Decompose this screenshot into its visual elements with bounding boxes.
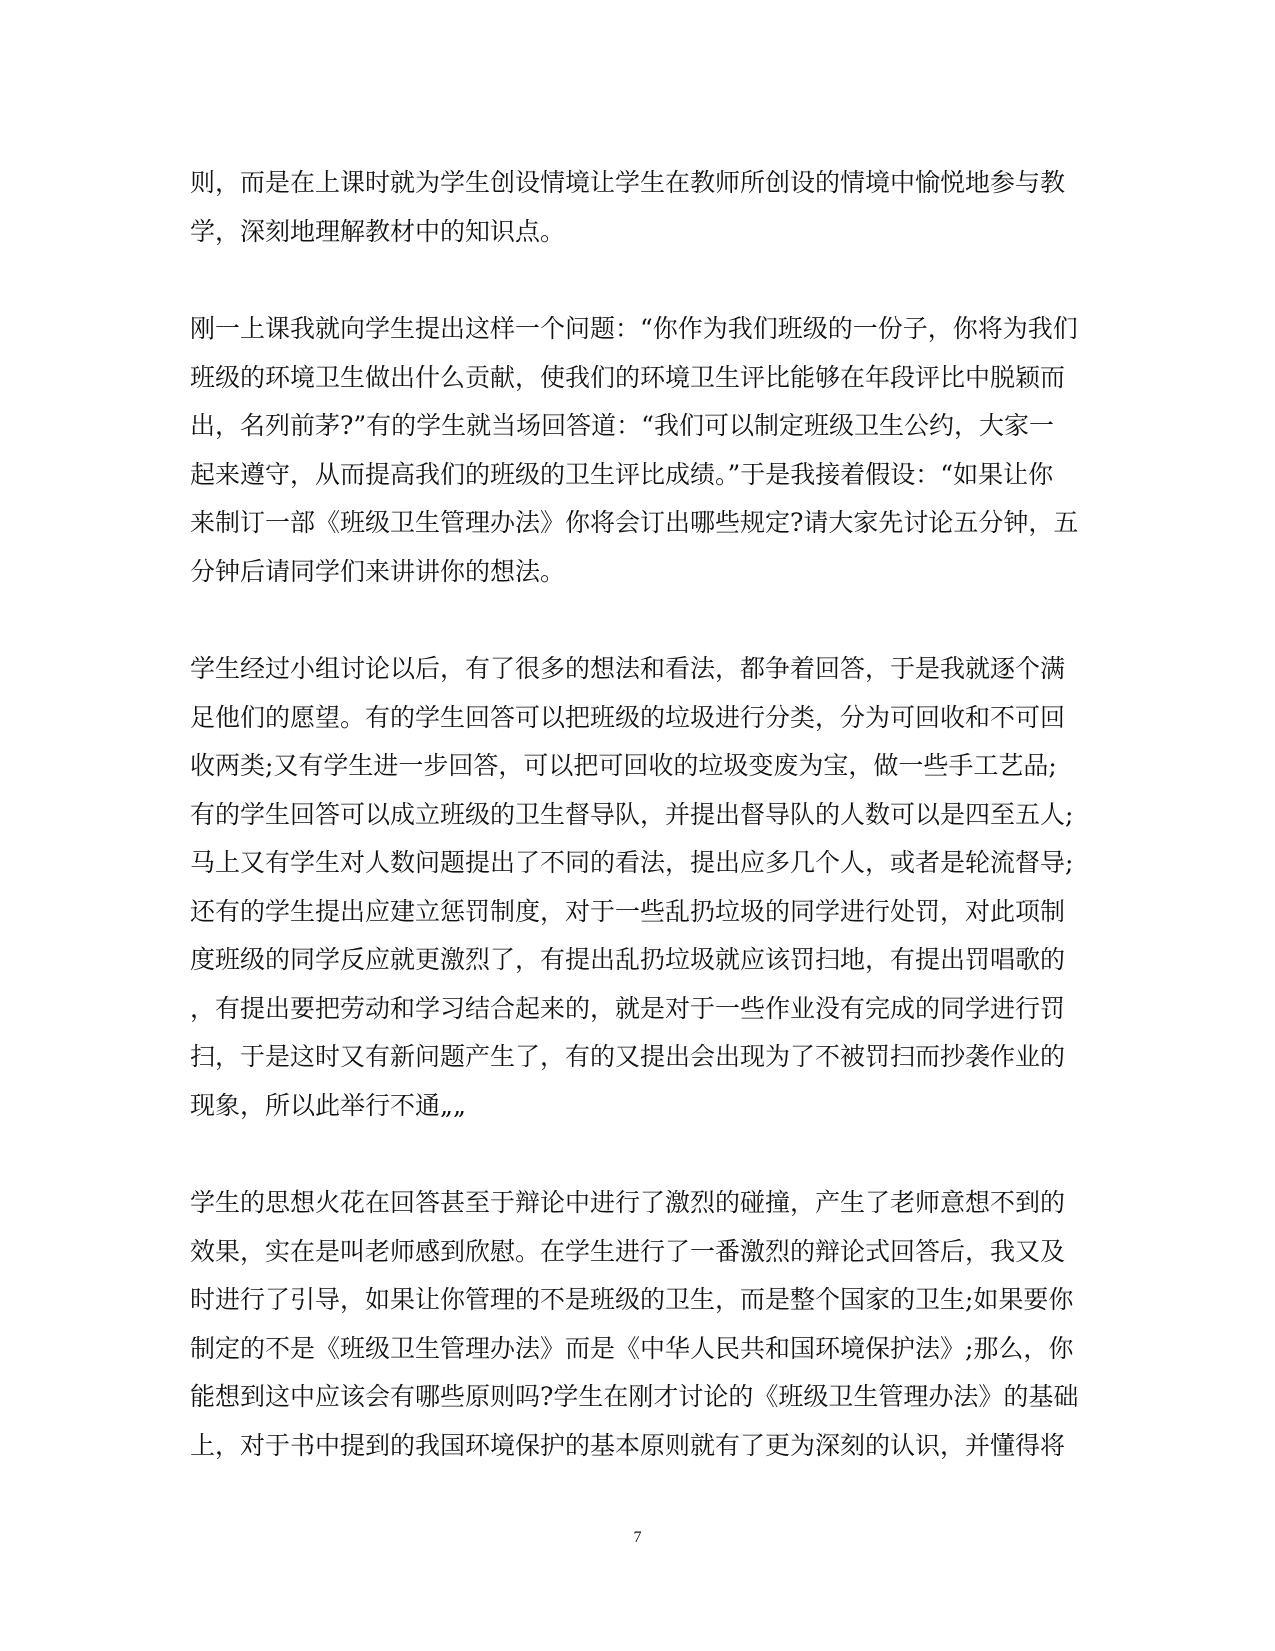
text-line: ，有提出要把劳动和学习结合起来的，就是对于一些作业没有完成的同学进行罚 <box>190 993 1066 1023</box>
page-number: 7 <box>633 1529 642 1546</box>
text-line: 班级的环境卫生做出什么贡献，使我们的环境卫生评比能够在年段评比中脱颖而 <box>190 362 1066 392</box>
text-line: 效果，实在是叫老师感到欣慰。在学生进行了一番激烈的辩论式回答后，我又及 <box>190 1236 1066 1266</box>
paragraph-4 <box>190 1179 1085 1470</box>
text-line: 刚一上课我就向学生提出这样一个问题：“你作为我们班级的一份子，你将为我们 <box>190 314 1078 343</box>
paragraph-3 <box>190 645 1085 1130</box>
text-line: 制定的不是《班级卫生管理办法》而是《中华人民共和国环境保护法》;那么，你 <box>190 1333 1074 1363</box>
text-line: 马上又有学生对人数问题提出了不同的看法，提出应多几个人，或者是轮流督导; <box>190 848 1074 877</box>
text-line: 则，而是在上课时就为学生创设情境让学生在教师所创设的情境中愉悦地参与教 <box>190 168 1066 197</box>
paragraph-1 <box>190 159 1085 256</box>
text-line: 出，名列前茅?”有的学生就当场回答道：“我们可以制定班级卫生公约，大家一 <box>190 411 1054 440</box>
body-text <box>190 159 1085 1519</box>
text-line: 度班级的同学反应就更激烈了，有提出乱扔垃圾就应该罚扫地，有提出罚唱歌的 <box>190 945 1066 974</box>
text-line: 起来遵守，从而提高我们的班级的卫生评比成绩。”于是我接着假设：“如果让你 <box>190 459 1054 489</box>
paragraph-2 <box>190 305 1085 596</box>
text-line: 能想到这中应该会有哪些原则吗?学生在刚才讨论的《班级卫生管理办法》的基础 <box>190 1382 1079 1411</box>
text-line: 时进行了引导，如果让你管理的不是班级的卫生，而是整个国家的卫生;如果要你 <box>190 1285 1074 1314</box>
text-line: 还有的学生提出应建立惩罚制度，对于一些乱扔垃圾的同学进行处罚，对此项制 <box>190 896 1066 926</box>
text-line: 扫，于是这时又有新问题产生了，有的又提出会出现为了不被罚扫而抄袭作业的 <box>190 1042 1066 1071</box>
text-line: 现象，所以此举行不通„„ <box>190 1090 466 1120</box>
text-line: 学，深刻地理解教材中的知识点。 <box>190 216 566 246</box>
text-line: 分钟后请同学们来讲讲你的想法。 <box>190 556 566 586</box>
text-line: 有的学生回答可以成立班级的卫生督导队，并提出督导队的人数可以是四至五人; <box>190 799 1074 829</box>
text-line: 足他们的愿望。有的学生回答可以把班级的垃圾进行分类，分为可回收和不可回 <box>190 702 1066 732</box>
text-line: 学生的思想火花在回答甚至于辩论中进行了激烈的碰撞，产生了老师意想不到的 <box>190 1188 1066 1217</box>
text-line: 学生经过小组讨论以后，有了很多的想法和看法，都争着回答，于是我就逐个满 <box>190 654 1066 683</box>
text-line: 收两类;又有学生进一步回答，可以把可回收的垃圾变废为宝，做一些手工艺品; <box>190 751 1057 780</box>
text-line: 上，对于书中提到的我国环境保护的基本原则就有了更为深刻的认识，并懂得将 <box>190 1430 1066 1460</box>
text-line: 来制订一部《班级卫生管理办法》你将会订出哪些规定?请大家先讨论五分钟，五 <box>190 508 1079 537</box>
